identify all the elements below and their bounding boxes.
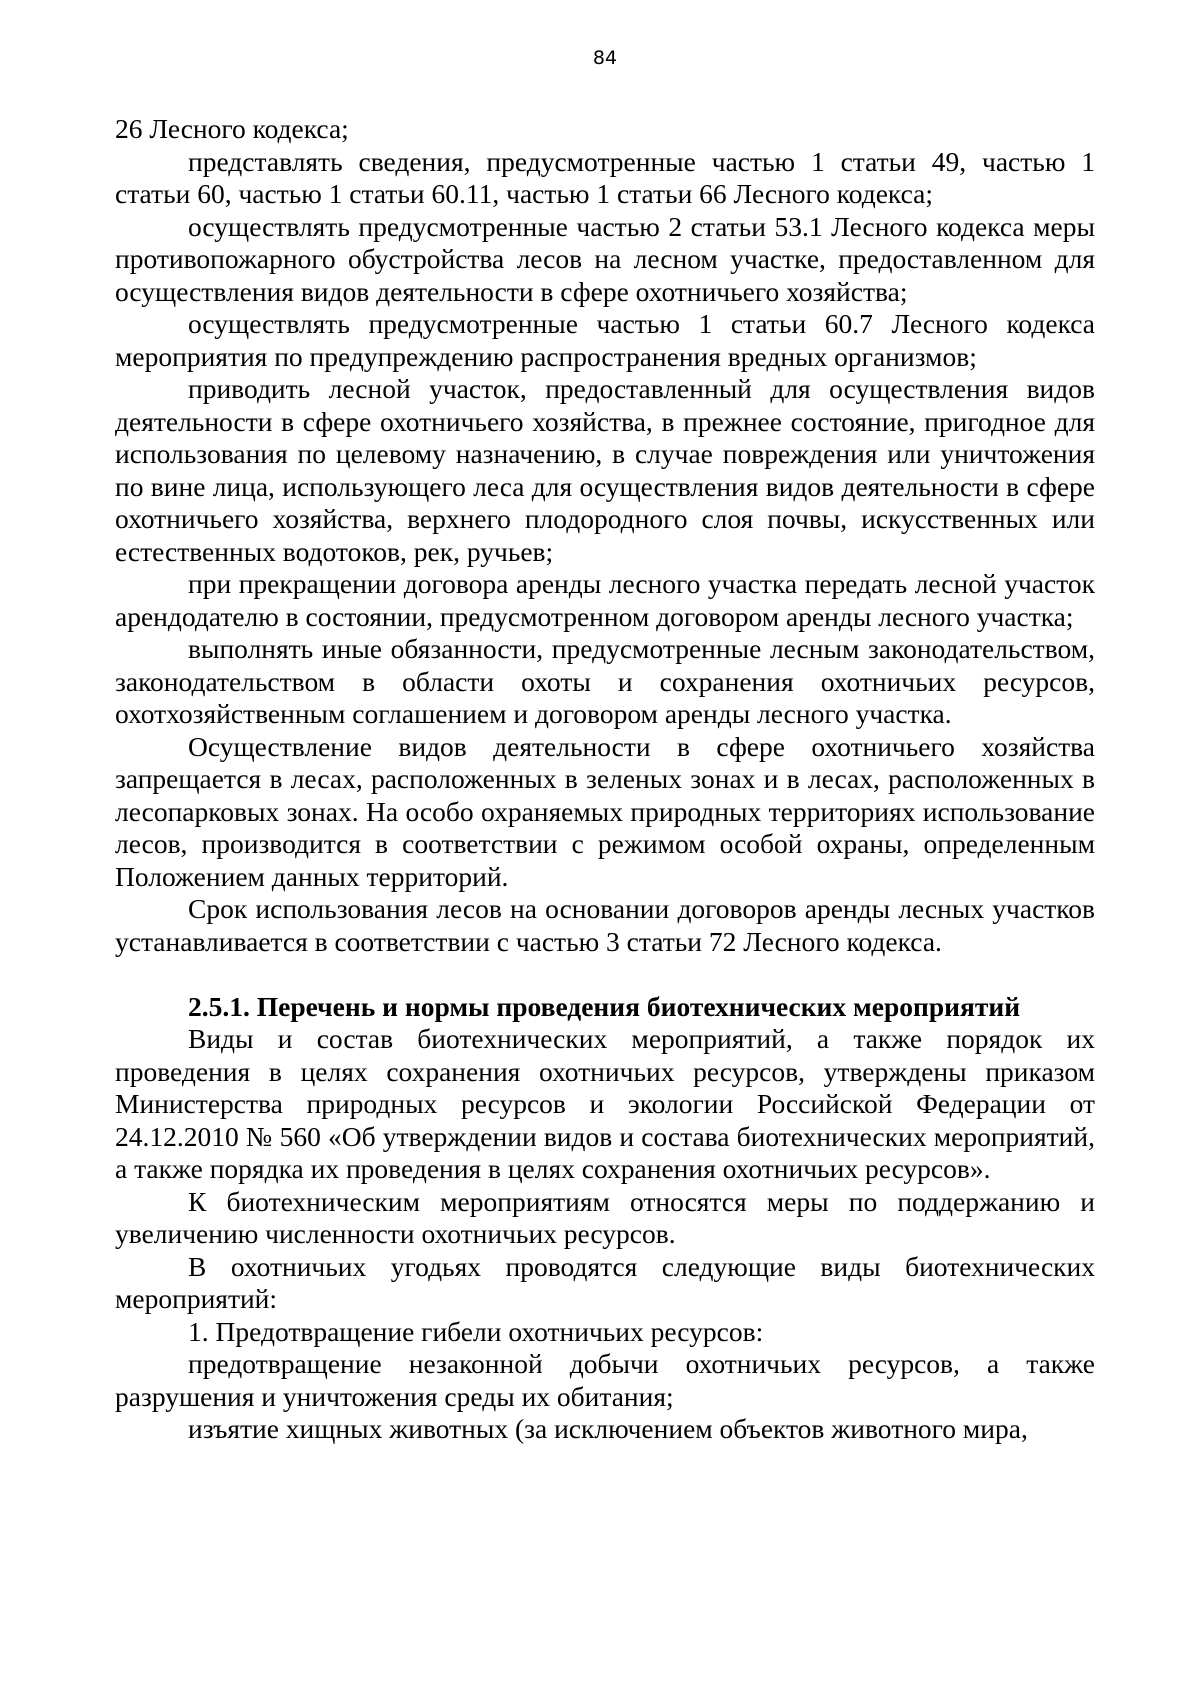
paragraph: 26 Лесного кодекса;	[115, 113, 349, 144]
paragraph: К биотехническим мероприятиям относятся меры по поддержанию и увеличению численности охотничьих ресурсов.	[115, 1185, 1095, 1249]
paragraph: Осуществление видов деятельности в сфере охотничьего хозяйства запрещается в лесах, расположенных в зеленых зонах и в лесах, расположенных в лесопарковых зонах. На особо охраняемых природных территориях использование лесов, производится в соответствии с режимом особой охраны, определенным Положением данных территорий.	[115, 730, 1095, 892]
document-body	[115, 113, 1095, 1446]
paragraph: осуществлять предусмотренные частью 1 статьи 60.7 Лесного кодекса мероприятия по предупреждению распространения вредных организмов;	[115, 308, 1095, 372]
paragraph: изъятие хищных животных (за исключением объектов животного мира,	[188, 1413, 1028, 1444]
paragraph: Виды и состав биотехнических мероприятий, а также порядок их проведения в целях сохранения охотничьих ресурсов, утверждены приказом Министерства природных ресурсов и экологии Российской Федерации от 24.12.2010 № 560 «Об утверждении видов и состава биотехнических мероприятий, а также порядка их проведения в целях сохранения охотничьих ресурсов».	[115, 1023, 1095, 1184]
paragraph: приводить лесной участок, предоставленный для осуществления видов деятельности в сфере охотничьего хозяйства, в прежнее состояние, пригодное для использования по целевому назначению, в случае повреждения или уничтожения по вине лица, использующего леса для осуществления видов деятельности в сфере охотничьего хозяйства, верхнего плодородного слоя почвы, искусственных или естественных водотоков, рек, ручьев;	[115, 373, 1095, 567]
section-heading: 2.5.1. Перечень и нормы проведения биотехнических мероприятий	[188, 990, 1021, 1022]
paragraph: выполнять иные обязанности, предусмотренные лесным законодательством, законодательством в области охоты и сохранения охотничьих ресурсов, охотхозяйственным соглашением и договором аренды лесного участка.	[115, 633, 1095, 729]
paragraph: осуществлять предусмотренные частью 2 статьи 53.1 Лесного кодекса меры противопожарного обустройства лесов на лесном участке, предоставленном для осуществления видов деятельности в сфере охотничьего хозяйства;	[115, 210, 1095, 307]
paragraph: Срок использования лесов на основании договоров аренды лесных участков устанавливается в соответствии с частью 3 статьи 72 Лесного кодекса.	[115, 893, 1095, 957]
paragraph: предотвращение незаконной добычи охотничьих ресурсов, а также разрушения и уничтожения среды их обитания;	[115, 1348, 1095, 1412]
page-number: 84	[592, 47, 618, 69]
paragraph: при прекращении договора аренды лесного участка передать лесной участок арендодателю в состоянии, предусмотренном договором аренды лесного участка;	[115, 568, 1095, 632]
list-item: 1. Предотвращение гибели охотничьих ресурсов:	[188, 1315, 764, 1347]
paragraph: представлять сведения, предусмотренные частью 1 статьи 49, частью 1 статьи 60, частью 1 статьи 60.11, частью 1 статьи 66 Лесного кодекса;	[115, 145, 1095, 209]
paragraph: В охотничьих угодьях проводятся следующие виды биотехнических мероприятий:	[115, 1250, 1095, 1314]
